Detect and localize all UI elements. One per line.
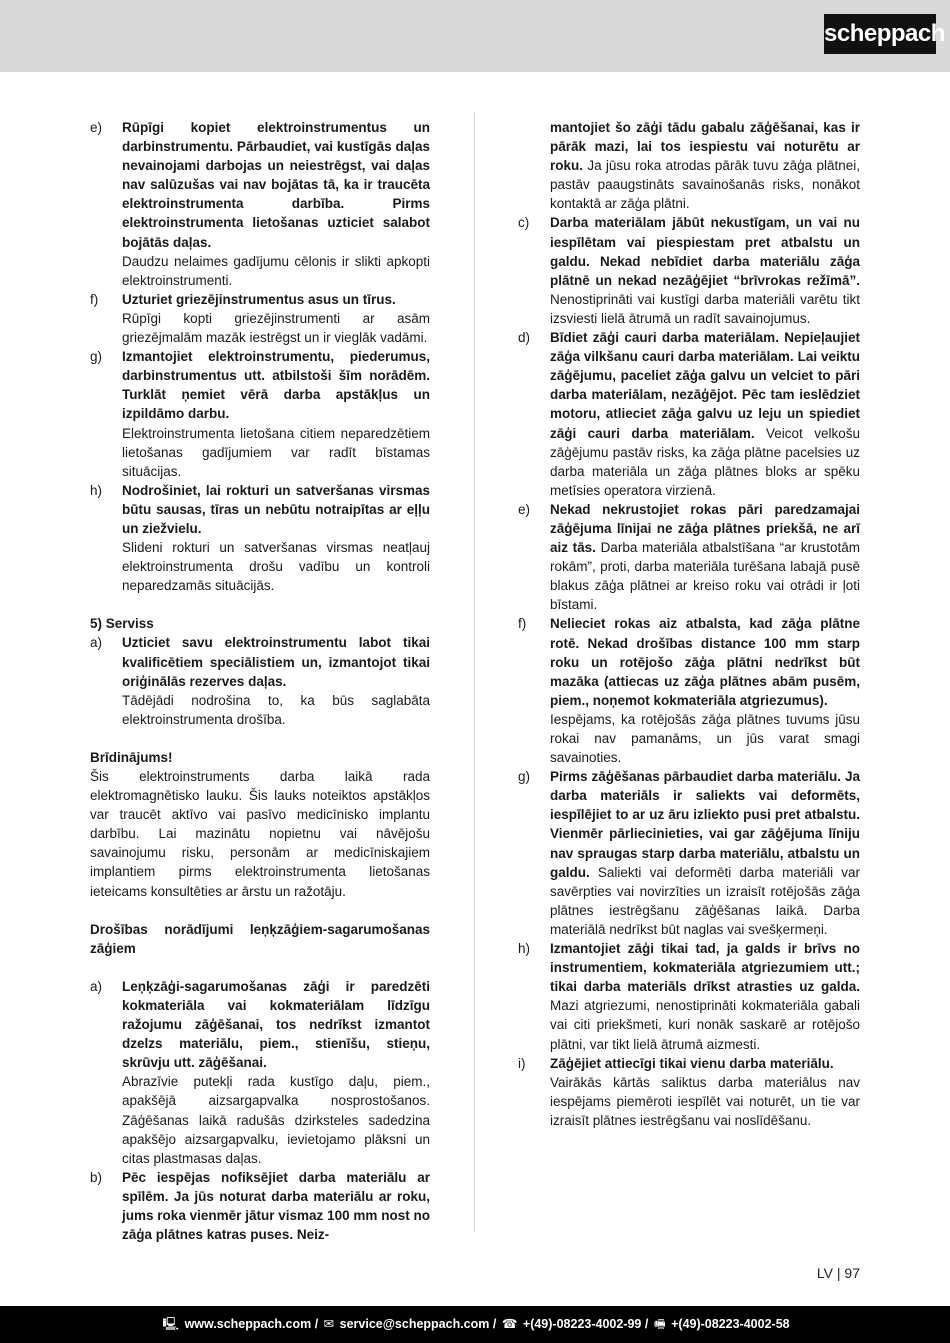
list-items-a — [90, 118, 430, 595]
item-explanation: Elektroinstrumenta lietošana citiem neparedzētiem lietošanas gadījumiem var radīt bīstamas situācijas. — [122, 425, 430, 479]
item-label: e) — [90, 120, 103, 135]
item-label: f) — [90, 291, 99, 307]
computer-icon: 🖳 — [162, 1317, 180, 1331]
list-item — [90, 347, 430, 481]
fax-icon: 🖷 — [653, 1317, 666, 1331]
column-divider — [474, 112, 475, 1232]
item-instruction: Uzturiet griezējinstrumentus asus un tīrus. — [122, 291, 396, 307]
footer-website-link[interactable]: www.scheppach.com / — [184, 1317, 319, 1331]
item-instruction: mantojiet šo zāģi tādu gabalu zāģēšanai, kas ir pārāk mazi, lai tos iespiestu vai noturētu ar roku. — [550, 120, 860, 174]
right-column — [518, 118, 860, 1130]
item-label: g) — [90, 349, 103, 365]
list-item — [90, 633, 430, 728]
item-instruction: Zāģējiet attiecīgi tikai vienu darba materiālu. — [550, 1055, 834, 1071]
list-item — [518, 939, 860, 1054]
warning-text: Šis elektroinstruments darba laikā rada elektromagnētisko lauku. Šis lauks noteiktos apstākļos var traucēt aktīvo vai pasīvo medicīnisko implantu darbību. Lai mazinātu nopietnu vai nāvējošu savainojumu risku, personām ar medicīniskajiem implantiem pirms elektroinstrumenta lietošanas ieteicams konsultēties ar ārstu un ražotāju. — [90, 769, 430, 899]
list-item — [518, 500, 860, 615]
brand-logo[interactable]: scheppach — [824, 14, 936, 54]
left-column — [90, 118, 430, 1244]
mail-icon: ✉ — [323, 1317, 335, 1331]
item-explanation: Veicot velkošu zāģējumu pastāv risks, ka zāģa plātne pacelsies uz darba materiāla un zāģa plātnes bloks ar spēku metīsies operatora virzienā. — [550, 425, 860, 498]
item-label: f) — [518, 616, 527, 632]
item-explanation: Rūpīgi kopti griezējinstrumenti ar asām griezējmalām mazāk iestrēgst un ir vieglāk vadāmi. — [122, 310, 430, 346]
list-item — [90, 977, 430, 1168]
item-explanation: Vairākās kārtās saliktus darba materiālus nav iespējams piemēroti iespīlēt vai noturēt, un tie var izraisīt plātnes iestrēgšanu vai noslīdēšanu. — [550, 1074, 860, 1128]
item-label: a) — [90, 978, 103, 994]
footer-email-link[interactable]: service@scheppach.com / — [339, 1317, 497, 1331]
item-label: e) — [518, 501, 531, 517]
footer-phone[interactable]: +(49)-08223-4002-99 / — [522, 1317, 649, 1331]
item-instruction: Nelieciet rokas aiz atbalsta, kad zāģa plātne rotē. Nekad drošības distance 100 mm starp roku un rotējošo zāģa plātni nedrīkst būt mazāka (attiecas uz zāģa plātnes abām pusēm, piem., noņemot kokmateriāla atgriezumus). — [550, 616, 860, 708]
safety-heading: Drošības norādījumi leņķzāģiem-sagarumošanas zāģiem — [90, 921, 430, 956]
item-label: d) — [518, 330, 531, 346]
list-item — [90, 1168, 430, 1244]
page-number: LV | 97 — [816, 1265, 860, 1281]
item-instruction: Rūpīgi kopiet elektroinstrumentus un darbinstrumentu. Pārbaudiet, vai kustīgās daļas nevainojami darbojas un neiestrēgst, vai daļas nav salūzušas vai nav bojātas tā, ka ir traucēta elektroinstrumenta darbība. Pirms elektroinstrumenta lietošanas uzticiet salabot bojātās daļas. — [122, 120, 430, 250]
item-explanation: Saliekti vai deformēti darba materiāli var savērpties vai novirzīties un izraisīt rotējošās zāģa plātnes iestrēgšanu zāģēšanas laikā. Darba materiālā nedrīkst būt naglas vai svešķermeņi. — [550, 864, 860, 937]
item-explanation: Daudzu nelaimes gadījumu cēlonis ir slikti apkopti elektroinstrumenti. — [122, 253, 430, 288]
list-item — [90, 481, 430, 596]
list-item — [518, 213, 860, 328]
service-heading: 5) Serviss — [90, 616, 154, 632]
footer-fax: +(49)-08223-4002-58 — [671, 1317, 790, 1331]
item-instruction: Izmantojiet elektroinstrumentu, piederumus, darbinstrumentus utt. atbilstoši šīm norādēm. Turklāt ņemiet vērā darba apstākļus un izpildāmo darbu. — [122, 349, 430, 422]
item-label: g) — [518, 769, 531, 785]
phone-icon: ☎ — [501, 1317, 518, 1331]
warning-heading: Brīdinājums! — [90, 749, 173, 765]
list-item-continued — [518, 118, 860, 213]
footer-bar — [0, 1306, 950, 1343]
item-label: i) — [518, 1055, 526, 1071]
list-item — [90, 118, 430, 290]
list-item — [518, 328, 860, 500]
item-instruction: Pēc iespējas nofiksējiet darba materiālu ar spīlēm. Ja jūs noturat darba materiālu ar roku, jums roka vienmēr jātur vismaz 100 mm nost no zāģa plātnes katras puses. Neiz- — [122, 1169, 430, 1243]
item-explanation: Tādējādi nodrošina to, ka būs saglabāta elektroinstrumenta drošība. — [122, 692, 430, 727]
item-explanation: Darba materiāla atbalstīšana “ar krustotām rokām”, proti, darba materiāla turēšana labajā pusē blakus zāģa plātnei ar kreiso roku vai otrādi ir ļoti bīstami. — [550, 540, 860, 613]
item-instruction: Nodrošiniet, lai rokturi un satveršanas virsmas būtu sausas, tīras un nebūtu notraipītas ar eļļu un ziežvielu. — [122, 482, 430, 536]
item-instruction: Uzticiet savu elektroinstrumentu labot tikai kvalificētiem speciālistiem un, izmantojot tikai oriģinālās rezerves daļas. — [122, 635, 430, 689]
item-instruction: Nekad nekrustojiet rokas pāri paredzamajai zāģējuma līnijai ne zāģa plātnes priekšā, ne arī aiz tās. — [550, 501, 860, 556]
item-instruction: Leņķzāģi-sagarumošanas zāģi ir paredzēti kokmateriāla vai kokmateriālam līdzīgu ražojumu zāģēšanai, tos nedrīkst izmantot dzelzs materiālu, piem., stienīšu, stieņu, skrūvju utt. zāģēšanai. — [122, 978, 430, 1071]
item-instruction: Pirms zāģēšanas pārbaudiet darba materiālu. Ja darba materiāls ir saliekts vai deformēts, iespīlējiet to ar uz āru izliekto pusi pret atbalstu. Vienmēr pārliecinieties, vai gar zāģējuma līniju nav spraugas starp darba materiālu, atbalstu un galdu. — [550, 769, 860, 880]
list-item — [518, 767, 860, 939]
item-explanation: Abrazīvie putekļi rada kustīgo daļu, piem., apakšējā aizsargapvalka nosprostošanos. Zāģēšanas laikā radušās dzirksteles sadedzina apakšējo aizsargapvalku, ievietojamo plāksni un citas plastmasas daļas. — [122, 1074, 430, 1166]
item-label: a) — [90, 635, 103, 651]
item-label: h) — [518, 941, 531, 957]
list-item — [518, 1054, 860, 1130]
list-item — [90, 290, 430, 347]
header-bar — [0, 0, 950, 72]
item-explanation: Mazi atgriezumi, nenostiprināti kokmateriāla gabali vai citi priekšmeti, kuri nonāk saskarē ar rotējošo plātni, var tikt lielā ātrumā aizmesti. — [550, 998, 860, 1052]
item-explanation: Ja jūsu roka atrodas pārāk tuvu zāģa plātnei, pastāv paaugstināts savainošanās risks, nonākot kontaktā ar zāģa plātni. — [550, 158, 860, 212]
list-item — [518, 614, 860, 767]
item-explanation: Iespējams, ka rotējošās zāģa plātnes tuvums jūsu rokai nav pamanāms, un jūs varat smagi savainoties. — [550, 711, 860, 766]
item-instruction: Bīdiet zāģi cauri darba materiālam. Nepieļaujiet zāģa vilkšanu cauri darba materiālam. Lai veiktu zāģējumu, paceliet zāģa galvu un velciet to pāri darba materiālam, nezāģējot. Pēc tam ieslēdziet motoru, atlieciet zāģa galvu uz leju un spiediet zāģi cauri darba materiālam. — [550, 330, 860, 441]
item-explanation: Nenostiprināti vai kustīgi darba materiāli varētu tikt izsviesti lielā ātrumā un radīt savainojumus. — [550, 291, 860, 326]
item-explanation: Slideni rokturi un satveršanas virsmas neatļauj elektroinstrumenta drošu vadību un kontroli neparedzamās situācijās. — [122, 540, 430, 594]
item-label: h) — [90, 482, 103, 498]
item-label: c) — [518, 215, 530, 231]
item-instruction: Darba materiālam jābūt nekustīgam, un vai nu iespīlētam vai piespiestam pret atbalstu un galdu. Nekad nebīdiet darba materiālu zāģa plātnē un nekad nezāģējiet “brīvrokas režīmā”. — [550, 215, 860, 288]
item-instruction: Izmantojiet zāģi tikai tad, ja galds ir brīvs no instrumentiem, kokmateriāla atgriezumiem utt.; tikai darba materiāls drīkst atrasties uz galda. — [550, 941, 860, 995]
item-label: b) — [90, 1169, 103, 1185]
